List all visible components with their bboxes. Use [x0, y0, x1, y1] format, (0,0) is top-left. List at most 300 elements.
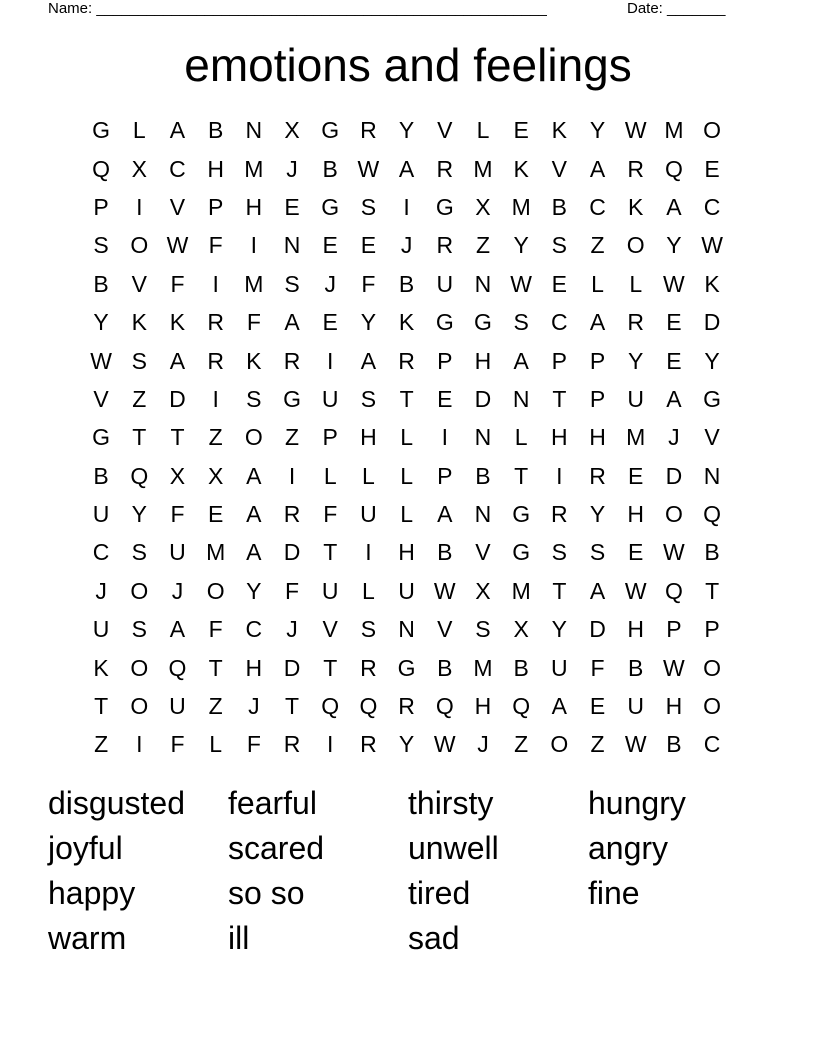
- grid-letter: V: [131, 270, 147, 297]
- grid-letter: M: [511, 193, 531, 220]
- grid-row: [82, 341, 734, 379]
- grid-letter: S: [93, 232, 109, 259]
- grid-letter: F: [208, 232, 223, 259]
- grid-letter: I: [441, 424, 448, 451]
- grid-letter: B: [551, 193, 568, 220]
- grid-letter: S: [551, 539, 568, 566]
- grid-letter: Y: [666, 232, 682, 259]
- grid-row: [82, 303, 734, 341]
- grid-row: [82, 188, 734, 226]
- grid-letter: S: [589, 539, 606, 566]
- grid-letter: I: [327, 731, 334, 758]
- grid-letter: D: [474, 385, 492, 412]
- grid-letter: M: [511, 577, 531, 604]
- grid-letter: I: [327, 347, 334, 374]
- grid-letter: G: [321, 117, 340, 144]
- grid-letter: N: [283, 232, 301, 259]
- grid-letter: U: [321, 577, 339, 604]
- grid-letter: H: [398, 539, 415, 566]
- grid-letter: E: [628, 462, 644, 489]
- grid-letter: X: [169, 462, 186, 489]
- grid-letter: P: [589, 385, 606, 412]
- grid-letter: O: [703, 117, 722, 144]
- grid-letter: Q: [168, 654, 187, 681]
- grid-letter: Q: [435, 693, 454, 720]
- word-list-item: tired: [408, 875, 471, 911]
- word-list-item: sad: [408, 920, 460, 956]
- grid-letter: V: [93, 385, 109, 412]
- grid-letter: L: [514, 424, 528, 451]
- grid-letter: R: [360, 654, 377, 681]
- grid-letter: M: [664, 117, 684, 144]
- grid-letter: S: [360, 385, 377, 412]
- grid-letter: G: [321, 193, 340, 220]
- word-list-item: disgusted: [48, 785, 185, 821]
- grid-letter: A: [246, 501, 262, 528]
- grid-letter: A: [284, 309, 300, 336]
- grid-letter: W: [624, 731, 647, 758]
- grid-letter: T: [170, 424, 185, 451]
- grid-letter: A: [589, 577, 606, 604]
- grid-letter: P: [551, 347, 568, 374]
- grid-letter: B: [437, 654, 453, 681]
- grid-letter: T: [552, 385, 567, 412]
- grid-letter: F: [170, 270, 185, 297]
- grid-letter: L: [476, 117, 490, 144]
- grid-letter: C: [703, 193, 721, 220]
- grid-row: [82, 610, 734, 648]
- grid-letter: A: [169, 616, 186, 643]
- grid-letter: O: [130, 654, 149, 681]
- grid-letter: J: [400, 232, 413, 259]
- grid-letter: V: [475, 539, 491, 566]
- grid-letter: L: [209, 731, 223, 758]
- grid-letter: E: [360, 232, 377, 259]
- grid-letter: B: [93, 462, 109, 489]
- grid-letter: R: [436, 155, 454, 182]
- grid-letter: D: [703, 309, 721, 336]
- grid-letter: I: [403, 193, 410, 220]
- grid-letter: Z: [208, 424, 223, 451]
- grid-letter: H: [474, 347, 492, 374]
- grid-letter: A: [246, 462, 262, 489]
- grid-letter: P: [322, 424, 338, 451]
- word-list-item: happy: [48, 875, 136, 911]
- grid-letter: D: [169, 385, 186, 412]
- grid-letter: Q: [664, 155, 683, 182]
- word-list-item: hungry: [588, 785, 686, 821]
- grid-letter: W: [433, 577, 456, 604]
- word-list-item: fearful: [228, 785, 317, 821]
- grid-letter: V: [169, 193, 186, 220]
- grid-row: [82, 457, 734, 495]
- grid-letter: U: [169, 693, 186, 720]
- grid-letter: H: [207, 155, 224, 182]
- grid-letter: H: [474, 693, 492, 720]
- word-list: [48, 782, 768, 962]
- grid-letter: F: [246, 731, 261, 758]
- grid-row: [82, 111, 734, 149]
- grid-letter: K: [246, 347, 262, 374]
- grid-letter: S: [513, 309, 529, 336]
- grid-letter: Y: [551, 616, 568, 643]
- grid-letter: W: [663, 654, 685, 681]
- grid-letter: V: [437, 616, 453, 643]
- grid-letter: R: [207, 309, 224, 336]
- grid-letter: Y: [246, 577, 262, 604]
- grid-letter: K: [169, 309, 186, 336]
- grid-letter: E: [666, 347, 682, 374]
- grid-letter: Y: [513, 232, 529, 259]
- grid-letter: W: [624, 577, 647, 604]
- grid-letter: W: [701, 232, 723, 259]
- grid-letter: O: [703, 654, 722, 681]
- grid-letter: D: [665, 462, 683, 489]
- grid-letter: I: [212, 385, 219, 412]
- grid-letter: W: [624, 117, 647, 144]
- grid-letter: S: [551, 232, 568, 259]
- grid-letter: A: [169, 117, 186, 144]
- grid-letter: B: [704, 539, 720, 566]
- grid-letter: N: [245, 117, 263, 144]
- grid-letter: U: [360, 501, 377, 528]
- grid-letter: W: [166, 232, 189, 259]
- grid-letter: Q: [130, 462, 149, 489]
- word-list-item: fine: [588, 875, 640, 911]
- grid-letter: A: [169, 347, 186, 374]
- grid-letter: Y: [93, 309, 109, 336]
- grid-letter: M: [473, 654, 493, 681]
- grid-letter: G: [283, 385, 301, 412]
- grid-letter: U: [321, 385, 339, 412]
- grid-letter: U: [436, 270, 454, 297]
- grid-letter: R: [627, 309, 645, 336]
- grid-letter: V: [551, 155, 568, 182]
- grid-letter: U: [169, 539, 186, 566]
- grid-letter: Q: [92, 155, 111, 182]
- grid-letter: A: [589, 155, 606, 182]
- grid-letter: Y: [704, 347, 720, 374]
- grid-row: [82, 687, 734, 725]
- grid-letter: X: [131, 155, 147, 182]
- grid-letter: G: [474, 309, 492, 336]
- grid-letter: R: [207, 347, 224, 374]
- grid-letter: E: [322, 309, 338, 336]
- grid-letter: B: [628, 654, 644, 681]
- grid-letter: C: [169, 155, 186, 182]
- grid-letter: P: [666, 616, 682, 643]
- grid-letter: D: [589, 616, 606, 643]
- grid-letter: J: [171, 577, 184, 604]
- grid-letter: B: [207, 117, 224, 144]
- grid-letter: T: [285, 693, 300, 720]
- grid-letter: Q: [359, 693, 378, 720]
- grid-row: [82, 572, 734, 610]
- grid-letter: E: [704, 155, 720, 182]
- grid-row: [82, 418, 734, 456]
- grid-letter: M: [244, 270, 264, 297]
- grid-letter: R: [551, 501, 568, 528]
- letter-grid: [82, 111, 734, 764]
- grid-letter: C: [245, 616, 263, 643]
- grid-letter: Z: [590, 232, 605, 259]
- grid-letter: L: [629, 270, 643, 297]
- grid-letter: F: [285, 577, 300, 604]
- grid-letter: B: [437, 539, 453, 566]
- grid-letter: O: [244, 424, 263, 451]
- grid-letter: L: [591, 270, 604, 297]
- grid-letter: A: [666, 385, 682, 412]
- grid-letter: B: [513, 654, 529, 681]
- grid-letter: E: [666, 309, 682, 336]
- grid-letter: O: [664, 501, 683, 528]
- grid-letter: G: [92, 424, 111, 451]
- date-field-line: Date: _______: [627, 0, 726, 17]
- grid-letter: T: [552, 577, 567, 604]
- name-field-line: Name: ______________________________________________________: [48, 0, 547, 17]
- word-list-item: thirsty: [408, 785, 494, 821]
- grid-letter: B: [666, 731, 682, 758]
- grid-letter: T: [705, 577, 720, 604]
- grid-letter: G: [435, 193, 454, 220]
- grid-letter: F: [361, 270, 376, 297]
- grid-letter: D: [283, 654, 301, 681]
- grid-letter: K: [398, 309, 415, 336]
- grid-letter: O: [626, 232, 645, 259]
- grid-letter: E: [628, 539, 644, 566]
- grid-letter: H: [245, 654, 263, 681]
- word-list-item: scared: [228, 830, 325, 866]
- grid-letter: Z: [475, 232, 490, 259]
- grid-letter: E: [322, 232, 338, 259]
- grid-letter: H: [627, 616, 645, 643]
- grid-letter: Q: [703, 501, 722, 528]
- grid-letter: G: [703, 385, 722, 412]
- grid-letter: T: [94, 693, 109, 720]
- grid-row: [82, 380, 734, 418]
- grid-letter: S: [475, 616, 491, 643]
- grid-letter: J: [286, 155, 298, 182]
- grid-letter: L: [323, 462, 337, 489]
- grid-letter: U: [627, 385, 645, 412]
- grid-letter: F: [208, 616, 223, 643]
- grid-letter: Z: [132, 385, 147, 412]
- grid-letter: J: [324, 270, 336, 297]
- grid-letter: P: [207, 193, 224, 220]
- grid-letter: J: [248, 693, 260, 720]
- grid-letter: K: [131, 309, 147, 336]
- word-list-item: so so: [228, 875, 305, 911]
- word-list-item: angry: [588, 830, 669, 866]
- grid-letter: O: [550, 731, 569, 758]
- grid-letter: H: [551, 424, 568, 451]
- grid-letter: I: [212, 270, 219, 297]
- grid-letter: C: [589, 193, 606, 220]
- grid-letter: S: [131, 616, 147, 643]
- grid-letter: Y: [131, 501, 147, 528]
- grid-letter: S: [131, 539, 147, 566]
- grid-letter: R: [436, 232, 454, 259]
- grid-letter: V: [322, 616, 338, 643]
- page-title: emotions and feelings: [184, 39, 632, 91]
- grid-letter: B: [322, 155, 338, 182]
- grid-letter: B: [398, 270, 415, 297]
- grid-letter: R: [283, 731, 301, 758]
- grid-letter: S: [246, 385, 262, 412]
- grid-letter: M: [626, 424, 646, 451]
- grid-letter: F: [170, 731, 185, 758]
- grid-letter: A: [666, 193, 682, 220]
- grid-letter: C: [703, 731, 721, 758]
- grid-letter: L: [400, 462, 413, 489]
- grid-letter: I: [288, 462, 296, 489]
- grid-letter: E: [207, 501, 224, 528]
- grid-row: [82, 226, 734, 264]
- grid-letter: E: [551, 270, 568, 297]
- grid-letter: Z: [514, 731, 529, 758]
- grid-letter: L: [400, 501, 413, 528]
- grid-letter: P: [93, 193, 109, 220]
- grid-letter: X: [284, 117, 300, 144]
- grid-letter: I: [136, 731, 143, 758]
- grid-letter: K: [628, 193, 644, 220]
- grid-letter: F: [246, 309, 261, 336]
- grid-letter: Y: [628, 347, 644, 374]
- grid-letter: S: [284, 270, 300, 297]
- grid-letter: S: [131, 347, 147, 374]
- grid-letter: Y: [398, 117, 415, 144]
- grid-letter: R: [398, 693, 415, 720]
- grid-letter: P: [437, 347, 453, 374]
- grid-letter: R: [627, 155, 645, 182]
- grid-letter: X: [475, 577, 491, 604]
- grid-row: [82, 265, 734, 303]
- grid-letter: V: [704, 424, 720, 451]
- grid-row: [82, 495, 734, 533]
- grid-letter: W: [90, 347, 112, 374]
- grid-letter: K: [513, 155, 529, 182]
- grid-letter: G: [92, 117, 111, 144]
- grid-letter: R: [360, 731, 377, 758]
- grid-letter: Y: [589, 501, 606, 528]
- grid-letter: N: [474, 424, 492, 451]
- grid-letter: A: [589, 309, 606, 336]
- grid-letter: O: [130, 232, 149, 259]
- grid-letter: U: [92, 501, 110, 528]
- grid-letter: X: [475, 193, 491, 220]
- grid-letter: A: [513, 347, 529, 374]
- grid-letter: W: [357, 155, 380, 182]
- grid-letter: K: [93, 654, 109, 681]
- grid-letter: G: [435, 309, 454, 336]
- grid-letter: R: [283, 347, 301, 374]
- grid-letter: I: [556, 462, 563, 489]
- grid-letter: G: [397, 654, 416, 681]
- word-list-item: warm: [48, 920, 127, 956]
- grid-letter: N: [703, 462, 721, 489]
- grid-letter: P: [589, 347, 606, 374]
- grid-letter: R: [589, 462, 606, 489]
- grid-letter: A: [398, 155, 415, 182]
- grid-row: [82, 725, 734, 763]
- grid-letter: H: [360, 424, 377, 451]
- grid-row: [82, 149, 734, 187]
- grid-letter: E: [437, 385, 453, 412]
- grid-letter: X: [207, 462, 224, 489]
- grid-letter: W: [510, 270, 533, 297]
- grid-letter: T: [323, 654, 338, 681]
- grid-letter: J: [477, 731, 489, 758]
- grid-letter: L: [132, 117, 146, 144]
- grid-letter: N: [474, 501, 492, 528]
- grid-letter: Z: [208, 693, 223, 720]
- grid-letter: O: [206, 577, 225, 604]
- grid-letter: H: [589, 424, 606, 451]
- grid-letter: B: [93, 270, 109, 297]
- grid-letter: T: [323, 539, 338, 566]
- grid-letter: W: [663, 270, 685, 297]
- grid-letter: D: [283, 539, 301, 566]
- grid-letter: Q: [321, 693, 340, 720]
- grid-letter: E: [284, 193, 300, 220]
- grid-letter: U: [398, 577, 415, 604]
- word-list-item: joyful: [48, 830, 123, 866]
- grid-letter: G: [512, 501, 531, 528]
- grid-letter: I: [365, 539, 372, 566]
- grid-letter: Z: [285, 424, 300, 451]
- grid-letter: R: [398, 347, 415, 374]
- grid-letter: A: [360, 347, 377, 374]
- grid-letter: I: [250, 232, 258, 259]
- grid-letter: W: [433, 731, 456, 758]
- grid-letter: J: [668, 424, 680, 451]
- grid-letter: Z: [590, 731, 605, 758]
- word-list-item: unwell: [408, 830, 499, 866]
- grid-letter: E: [589, 693, 606, 720]
- grid-letter: L: [362, 462, 375, 489]
- grid-row: [82, 648, 734, 686]
- grid-row: [82, 533, 734, 571]
- word-list-item: ill: [228, 920, 250, 956]
- grid-letter: X: [513, 616, 529, 643]
- grid-letter: L: [362, 577, 375, 604]
- grid-letter: A: [246, 539, 262, 566]
- grid-letter: U: [627, 693, 645, 720]
- grid-letter: O: [130, 693, 149, 720]
- grid-letter: S: [360, 193, 377, 220]
- grid-letter: V: [437, 117, 453, 144]
- grid-letter: U: [551, 654, 568, 681]
- grid-letter: T: [208, 654, 223, 681]
- grid-letter: Y: [360, 309, 377, 336]
- grid-letter: R: [283, 501, 301, 528]
- grid-letter: U: [92, 616, 110, 643]
- grid-letter: Q: [512, 693, 531, 720]
- grid-letter: O: [703, 693, 722, 720]
- grid-letter: M: [206, 539, 226, 566]
- grid-letter: P: [437, 462, 453, 489]
- grid-letter: A: [551, 693, 568, 720]
- grid-letter: T: [514, 462, 529, 489]
- grid-letter: Y: [398, 731, 415, 758]
- grid-letter: F: [323, 501, 338, 528]
- grid-letter: A: [437, 501, 453, 528]
- grid-letter: Z: [94, 731, 109, 758]
- grid-letter: N: [512, 385, 530, 412]
- grid-letter: Y: [589, 117, 606, 144]
- grid-letter: J: [286, 616, 298, 643]
- grid-letter: M: [244, 155, 264, 182]
